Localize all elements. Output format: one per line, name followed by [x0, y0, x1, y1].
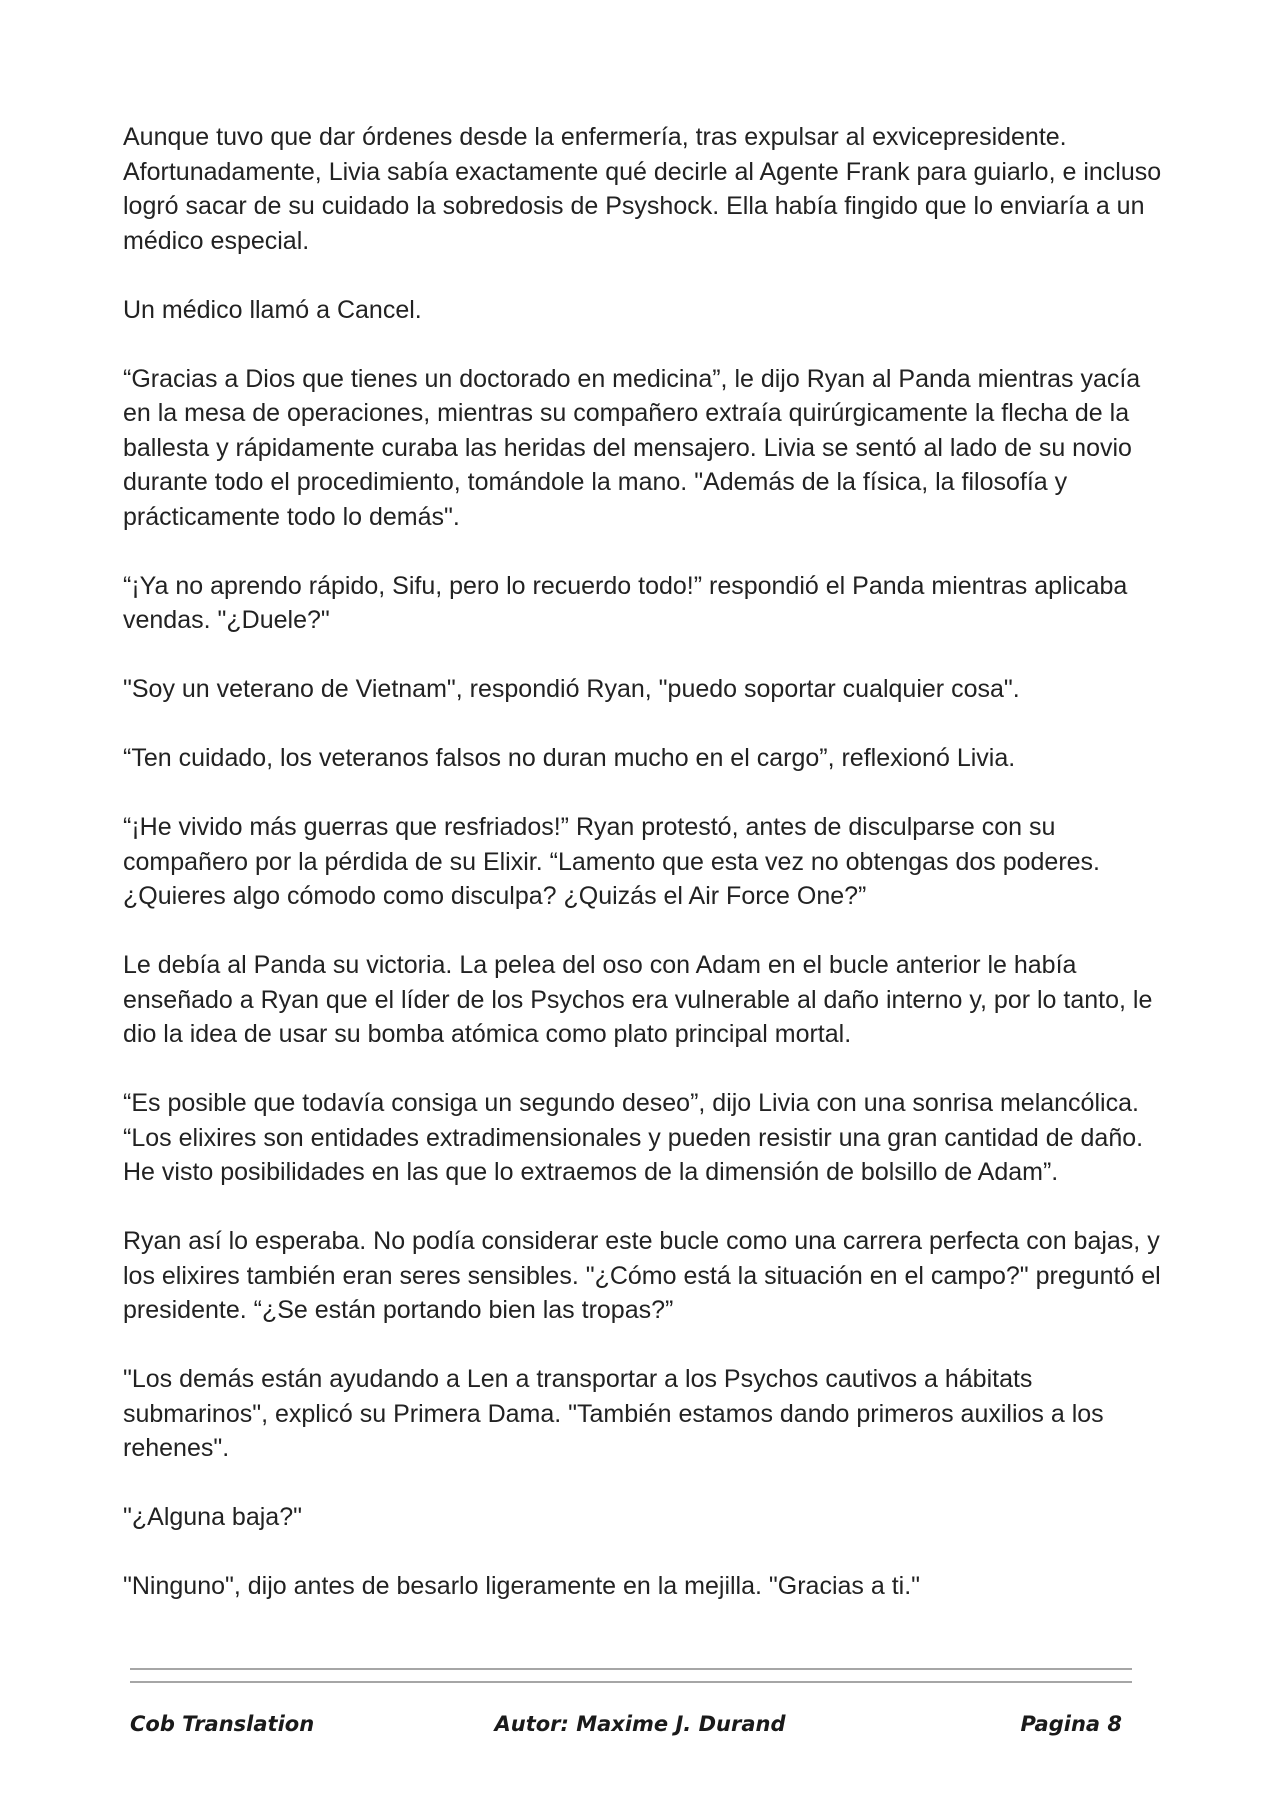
paragraph-12: "¿Alguna baja?" [123, 1503, 302, 1531]
paragraph-8: Le debía al Panda su victoria. La pelea del oso con Adam en el bucle anterior le había enseñado a Ryan que el líder de los Psychos era vulnerable al daño interno y, por lo tanto, le dio la idea de usar su bomba atómica como plato principal mortal. [123, 951, 1153, 1048]
paragraph-7: “¡He vivido más guerras que resfriados!” Ryan protestó, antes de disculparse con su compañero por la pérdida de su Elixir. “Lamento que esta vez no obtengas dos poderes. ¿Quieres algo cómodo como disculpa? ¿Quizás el Air Force One?” [123, 813, 1101, 910]
paragraph-9: “Es posible que todavía consiga un segundo deseo”, dijo Livia con una sonrisa melancólica. “Los elixires son entidades extradimensionales y pueden resistir una gran cantidad de daño. He visto posibilidades en las que lo extraemos de la dimensión de bolsillo de Adam”. [123, 1089, 1144, 1186]
paragraph-13: "Ninguno", dijo antes de besarlo ligeramente en la mejilla. "Gracias a ti." [123, 1572, 921, 1600]
paragraph-10: Ryan así lo esperaba. No podía considerar este bucle como una carrera perfecta con bajas, y los elixires también eran seres sensibles. "¿Cómo está la situación en el campo?" preguntó el presidente. “¿Se están portando bien las tropas?” [123, 1227, 1161, 1324]
paragraph-5: "Soy un veterano de Vietnam", respondió Ryan, "puedo soportar cualquier cosa". [123, 675, 1020, 703]
paragraph-6: “Ten cuidado, los veteranos falsos no duran mucho en el cargo”, reflexionó Livia. [123, 744, 1016, 772]
footer-translator: Cob Translation [130, 1712, 315, 1736]
body-text [123, 120, 1163, 1638]
footer-author: Autor: Maxime J. Durand [494, 1712, 786, 1736]
paragraph-3: “Gracias a Dios que tienes un doctorado en medicina”, le dijo Ryan al Panda mientras yacía en la mesa de operaciones, mientras su compañero extraía quirúrgicamente la flecha de la ballesta y rápidamente curaba las heridas del mensajero. Livia se sentó al lado de su novio durante todo el procedimiento, tomándole la mano. "Además de la física, la filosofía y prácticamente todo lo demás". [123, 364, 1141, 531]
paragraph-4: “¡Ya no aprendo rápido, Sifu, pero lo recuerdo todo!” respondió el Panda mientras aplicaba vendas. "¿Duele?" [123, 571, 1128, 634]
footer-divider-top [130, 1668, 1132, 1670]
footer-divider-bottom [130, 1681, 1132, 1683]
paragraph-2: Un médico llamó a Cancel. [123, 295, 422, 324]
paragraph-11: "Los demás están ayudando a Len a transportar a los Psychos cautivos a hábitats submarinos", explicó su Primera Dama. "También estamos dando primeros auxilios a los rehenes". [123, 1365, 1104, 1462]
footer-page-number: Pagina 8 [1020, 1712, 1122, 1736]
paragraph-1: Aunque tuvo que dar órdenes desde la enfermería, tras expulsar al exvicepresidente. Afortunadamente, Livia sabía exactamente qué decirle al Agente Frank para guiarlo, e incluso logró sacar de su cuidado la sobredosis de Psyshock. Ella había fingido que lo enviaría a un médico especial. [123, 123, 1162, 255]
